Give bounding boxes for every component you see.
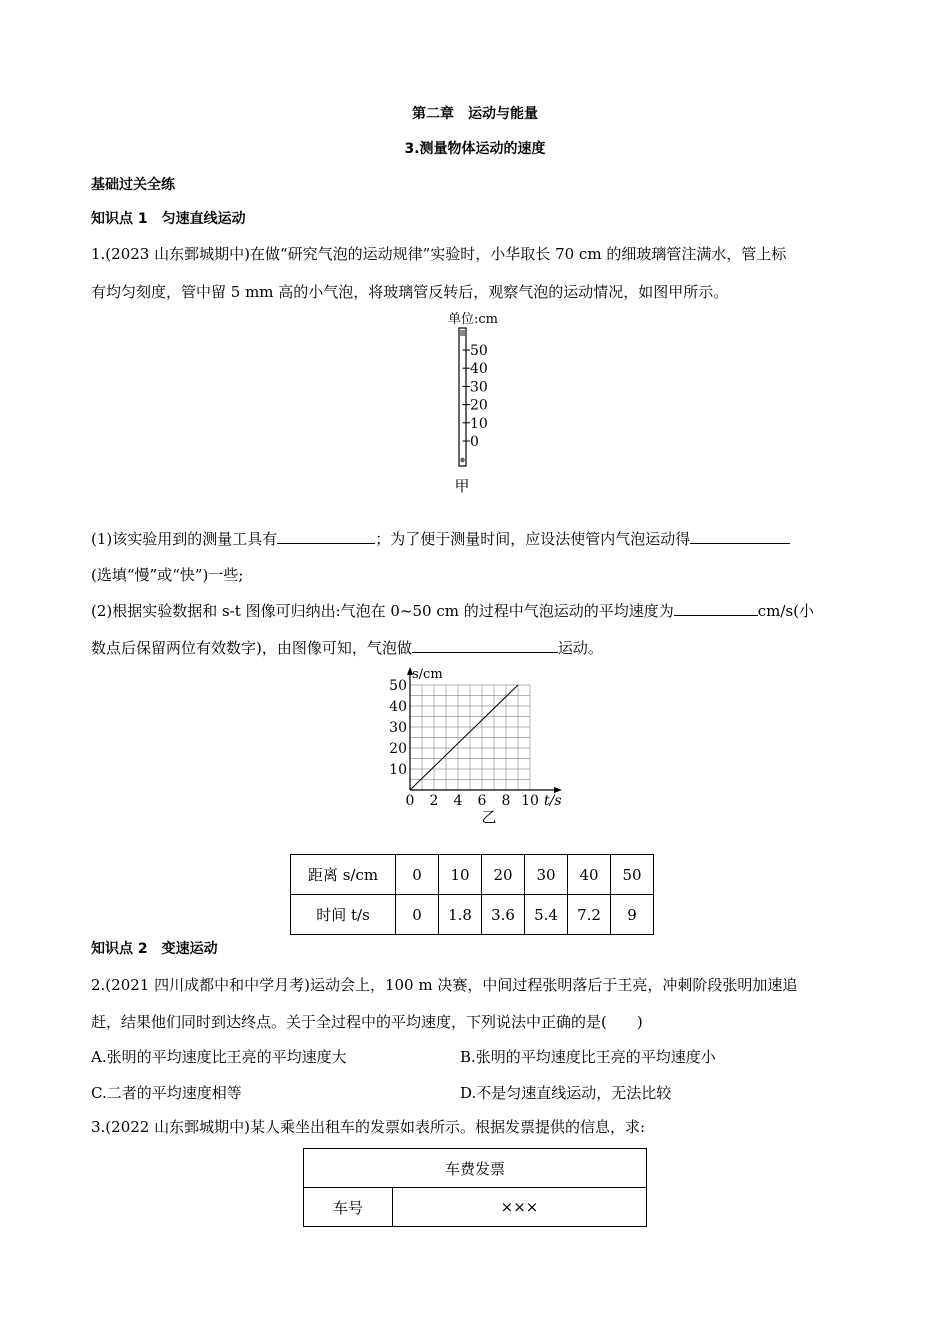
q1-line-1: 1.(2023 山东鄄城期中)在做“研究气泡的运动规律”实验时，小华取长 70 cm 的细玻璃管注满水，管上标 — [91, 245, 787, 263]
answer-blank-tool[interactable] — [277, 528, 375, 544]
x-tick-label: 6 — [477, 793, 487, 809]
knowledge-point-2: 知识点 2 变速运动 — [91, 941, 218, 957]
data-table-header-cell: 时间 t/s — [291, 895, 396, 935]
q1-part2-text-d: 运动。 — [557, 639, 603, 657]
q1-line-2: 有均匀刻度，管中留 5 mm 高的小气泡，将玻璃管反转后，观察气泡的运动情况，如图甲所示。 — [91, 283, 729, 301]
data-table-header-cell: 距离 s/cm — [291, 855, 396, 895]
x-tick-label: 2 — [429, 793, 439, 809]
data-table-cell: 3.6 — [482, 895, 525, 935]
data-table-cell: 20 — [482, 855, 525, 895]
figure-b — [380, 665, 580, 829]
tube-tick-label: 30 — [470, 379, 488, 396]
data-table-cell: 40 — [568, 855, 611, 895]
s-t-chart — [380, 665, 580, 825]
q2-line-1: 2.(2021 四川成都中和中学月考)运动会上，100 m 决赛，中间过程张明落后于王亮，冲刺阶段张明加速追 — [91, 976, 798, 994]
q1-part2-line-2 — [91, 637, 603, 658]
q2-line-2: 赶，结果他们同时到达终点。关于全过程中的平均速度，下列说法中正确的是( ) — [91, 1013, 643, 1031]
q1-part2-text-b: cm/s(小 — [757, 602, 814, 620]
invoice-title: 车费发票 — [304, 1149, 647, 1188]
data-table-cell: 7.2 — [568, 895, 611, 935]
data-table-row — [291, 895, 654, 935]
y-axis-label: s/cm — [412, 667, 443, 682]
x-tick-label: 8 — [501, 793, 511, 809]
data-table-cell: 10 — [439, 855, 482, 895]
data-table-cell: 9 — [611, 895, 654, 935]
knowledge-point-1: 知识点 1 匀速直线运动 — [91, 211, 246, 227]
glass-tube-figure — [440, 308, 520, 498]
x-axis-label: t/s — [544, 793, 562, 809]
air-bubble — [460, 458, 464, 463]
x-tick-label: 10 — [521, 793, 539, 809]
data-table-cell: 50 — [611, 855, 654, 895]
tube-tick-label: 10 — [470, 415, 488, 432]
x-tick-label: 4 — [453, 793, 463, 809]
q1-part1-text-c: (选填“慢”或“快”)一些; — [91, 566, 244, 584]
data-table-cell: 0 — [396, 855, 439, 895]
chapter-title: 第二章 运动与能量 — [412, 106, 538, 122]
answer-blank-average-speed[interactable] — [674, 600, 758, 616]
data-table-cell: 5.4 — [525, 895, 568, 935]
x-tick-label: 0 — [405, 793, 415, 809]
tube-tick-label: 0 — [470, 434, 479, 450]
q1-part1-text-a: (1)该实验用到的测量工具有 — [91, 530, 278, 548]
q1-part2-text-c: 数点后保留两位有效数字)，由图像可知，气泡做 — [91, 639, 412, 657]
y-tick-label: 50 — [389, 678, 407, 694]
invoice-title-row — [304, 1149, 647, 1188]
tube-top-cap — [460, 330, 465, 336]
data-table-row — [291, 855, 654, 895]
y-tick-label: 20 — [389, 741, 407, 757]
invoice-table — [303, 1148, 647, 1227]
q1-part2-line — [91, 600, 814, 621]
data-table — [290, 854, 654, 935]
tube-tick-label: 50 — [470, 343, 488, 359]
section-title: 3.测量物体运动的速度 — [404, 141, 546, 157]
invoice-row — [304, 1188, 647, 1227]
y-tick-label: 10 — [389, 762, 407, 778]
figure-a — [440, 308, 520, 502]
exercise-heading: 基础过关全练 — [91, 177, 175, 193]
figure-b-caption: 乙 — [481, 808, 497, 825]
q2-option-c[interactable]: C.二者的平均速度相等 — [91, 1084, 242, 1102]
data-table-cell: 30 — [525, 855, 568, 895]
q2-option-b[interactable]: B.张明的平均速度比王亮的平均速度小 — [460, 1048, 716, 1066]
q2-option-a[interactable]: A.张明的平均速度比王亮的平均速度大 — [91, 1048, 347, 1066]
tube-tick-label: 20 — [470, 397, 488, 414]
answer-blank-motion-type[interactable] — [412, 637, 558, 653]
glass-tube — [459, 328, 466, 466]
y-tick-label: 40 — [389, 699, 407, 715]
invoice-row-value: ××× — [393, 1188, 647, 1227]
invoice-row-label: 车号 — [304, 1188, 393, 1227]
q1-part1-text-b: ；为了便于测量时间，应设法使管内气泡运动得 — [375, 530, 691, 548]
q1-part1-line — [91, 528, 790, 549]
data-table-cell: 1.8 — [439, 895, 482, 935]
figure-a-caption: 甲 — [454, 477, 470, 495]
tube-tick-label: 40 — [470, 361, 488, 378]
data-table-cell: 0 — [396, 895, 439, 935]
tube-unit-label: 单位:cm — [448, 312, 498, 327]
q2-option-d[interactable]: D.不是匀速直线运动，无法比较 — [460, 1084, 672, 1102]
q1-part2-text-a: (2)根据实验数据和 s-t 图像可归纳出:气泡在 0~50 cm 的过程中气泡运动的平均速度为 — [91, 602, 674, 620]
q3-line-1: 3.(2022 山东鄄城期中)某人乘坐出租车的发票如表所示。根据发票提供的信息，求: — [91, 1118, 646, 1136]
y-tick-label: 30 — [389, 720, 407, 736]
answer-blank-speed[interactable] — [690, 528, 790, 544]
